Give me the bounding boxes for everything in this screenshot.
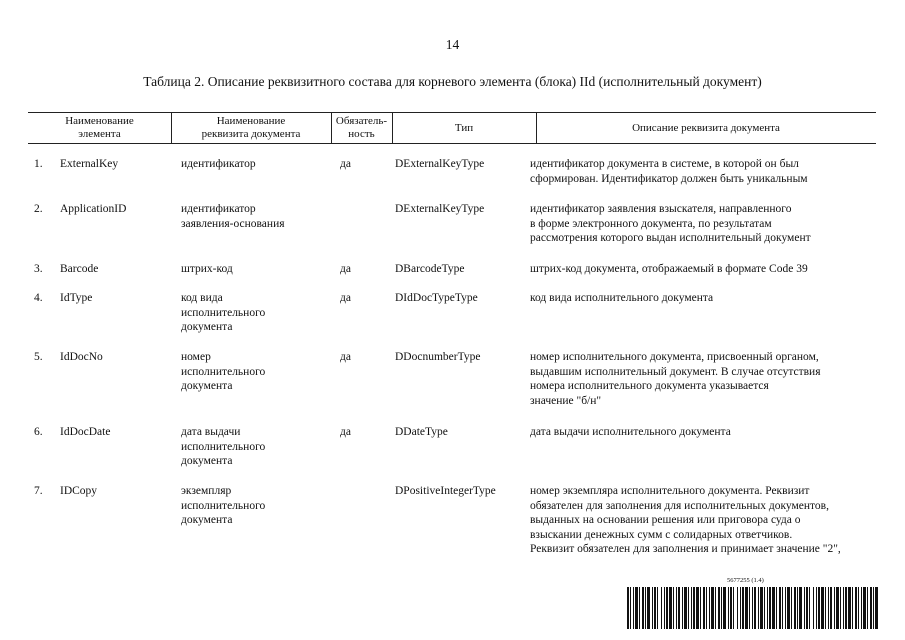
- mandatory-value: да: [340, 292, 351, 304]
- description-line: взыскании денежных сумм с солидарных ответчиков.: [530, 528, 793, 541]
- requisite-line: исполнительного: [181, 365, 266, 378]
- row-number: 1.: [34, 158, 43, 170]
- header-element-name: [28, 113, 171, 143]
- requisite-line: исполнительного: [181, 306, 266, 319]
- mandatory-value: да: [340, 263, 351, 275]
- barcode-label: 5677255 (1.4): [727, 577, 764, 584]
- row-number: 3.: [34, 263, 43, 275]
- description-line: выдавшим исполнительный документ. В случае отсутствия: [530, 365, 821, 378]
- description: [530, 157, 875, 186]
- description: [530, 484, 875, 557]
- header-line: Наименование: [216, 115, 286, 127]
- header-description: [536, 113, 876, 143]
- type-value: DDocnumberType: [395, 351, 481, 363]
- row-number: 4.: [34, 292, 43, 304]
- requisite-line: документа: [181, 380, 233, 392]
- requisite-line: документа: [181, 514, 233, 526]
- requisite-line: идентификатор: [181, 203, 256, 215]
- header-line: Наименование: [65, 115, 134, 127]
- header-line: Описание реквизита документа: [632, 121, 780, 134]
- row-number: 2.: [34, 203, 43, 215]
- type-value: DDateType: [395, 426, 448, 438]
- header-type: [392, 113, 536, 143]
- header-mandatory: [331, 113, 392, 143]
- description-line: номер экземпляра исполнительного документа. Реквизит: [530, 485, 810, 497]
- header-line: ность: [348, 128, 375, 140]
- requisite-line: штрих-код: [181, 263, 233, 275]
- type-value: DExternalKeyType: [395, 203, 485, 215]
- element-name: IDCopy: [60, 485, 98, 497]
- document-barcode: [627, 577, 879, 631]
- element-name: ApplicationID: [60, 203, 127, 215]
- requisite-line: документа: [181, 455, 233, 467]
- requisite-line: документа: [181, 321, 233, 333]
- element-name: IdDocNo: [60, 351, 103, 363]
- requisite-line: дата выдачи: [181, 426, 241, 438]
- requisite-name: [181, 202, 301, 231]
- requisite-line: экземпляр: [181, 485, 232, 497]
- mandatory-value: да: [340, 158, 351, 170]
- header-line: реквизита документа: [201, 128, 301, 140]
- requisite-line: номер: [181, 351, 211, 363]
- description-line: код вида исполнительного документа: [530, 292, 714, 304]
- header-line: Обязатель-: [335, 115, 388, 127]
- requisite-line: исполнительного: [181, 499, 266, 512]
- description: [530, 262, 875, 277]
- type-value: DIdDocTypeType: [395, 292, 478, 304]
- description-line: штрих-код документа, отображаемый в формате Code 39: [530, 263, 808, 275]
- element-name: ExternalKey: [60, 158, 119, 170]
- row-number: 5.: [34, 351, 43, 363]
- description-line: сформирован. Идентификатор должен быть уникальным: [530, 172, 808, 185]
- requisite-line: код вида: [181, 292, 223, 304]
- row-number: 6.: [34, 426, 43, 438]
- requisite-name: [181, 157, 301, 172]
- description-line: в форме электронного документа, по результатам: [530, 217, 772, 230]
- requisite-line: исполнительного: [181, 440, 266, 453]
- mandatory-value: да: [340, 351, 351, 363]
- description-line: дата выдачи исполнительного документа: [530, 426, 731, 438]
- element-name: Barcode: [60, 263, 99, 275]
- description-line: обязателен для заполнения для исполнительных документов,: [530, 499, 829, 512]
- barcode-icon: [627, 587, 879, 629]
- requisite-name: [181, 484, 301, 528]
- description-line: номер исполнительного документа, присвоенный органом,: [530, 351, 819, 363]
- description-line: рассмотрения которого выдан исполнительный документ: [530, 232, 811, 244]
- description-line: номера исполнительного документа указывается: [530, 380, 769, 392]
- requisite-name: [181, 425, 301, 469]
- table-header: [28, 112, 876, 144]
- requisite-line: идентификатор: [181, 158, 256, 170]
- description-line: идентификатор заявления взыскателя, направленного: [530, 203, 792, 215]
- description-line: выданных на основании решения или приговора суда о: [530, 514, 801, 526]
- description: [530, 350, 875, 408]
- header-requisite-name: [171, 113, 331, 143]
- page-number: 14: [445, 37, 460, 52]
- type-value: DBarcodeType: [395, 263, 465, 275]
- description: [530, 425, 875, 440]
- requisite-name: [181, 291, 301, 335]
- description-line: идентификатор документа в системе, в которой он был: [530, 158, 799, 170]
- description-line: значение "б/н": [530, 394, 602, 407]
- row-number: 7.: [34, 485, 43, 497]
- description: [530, 202, 875, 246]
- header-line: элемента: [78, 128, 121, 140]
- header-line: Тип: [454, 121, 474, 134]
- requisite-line: заявления-основания: [181, 217, 285, 230]
- requisite-name: [181, 350, 301, 394]
- description-line: Реквизит обязателен для заполнения и принимает значение "2",: [530, 543, 841, 555]
- type-value: DPositiveIntegerType: [395, 485, 496, 497]
- type-value: DExternalKeyType: [395, 158, 485, 170]
- mandatory-value: да: [340, 426, 351, 438]
- description: [530, 291, 875, 306]
- table-caption: Таблица 2. Описание реквизитного состава для корневого элемента (блока) IId (исполнительный документ): [143, 74, 762, 89]
- element-name: IdDocDate: [60, 426, 111, 438]
- element-name: IdType: [60, 292, 93, 304]
- requisite-name: [181, 262, 301, 277]
